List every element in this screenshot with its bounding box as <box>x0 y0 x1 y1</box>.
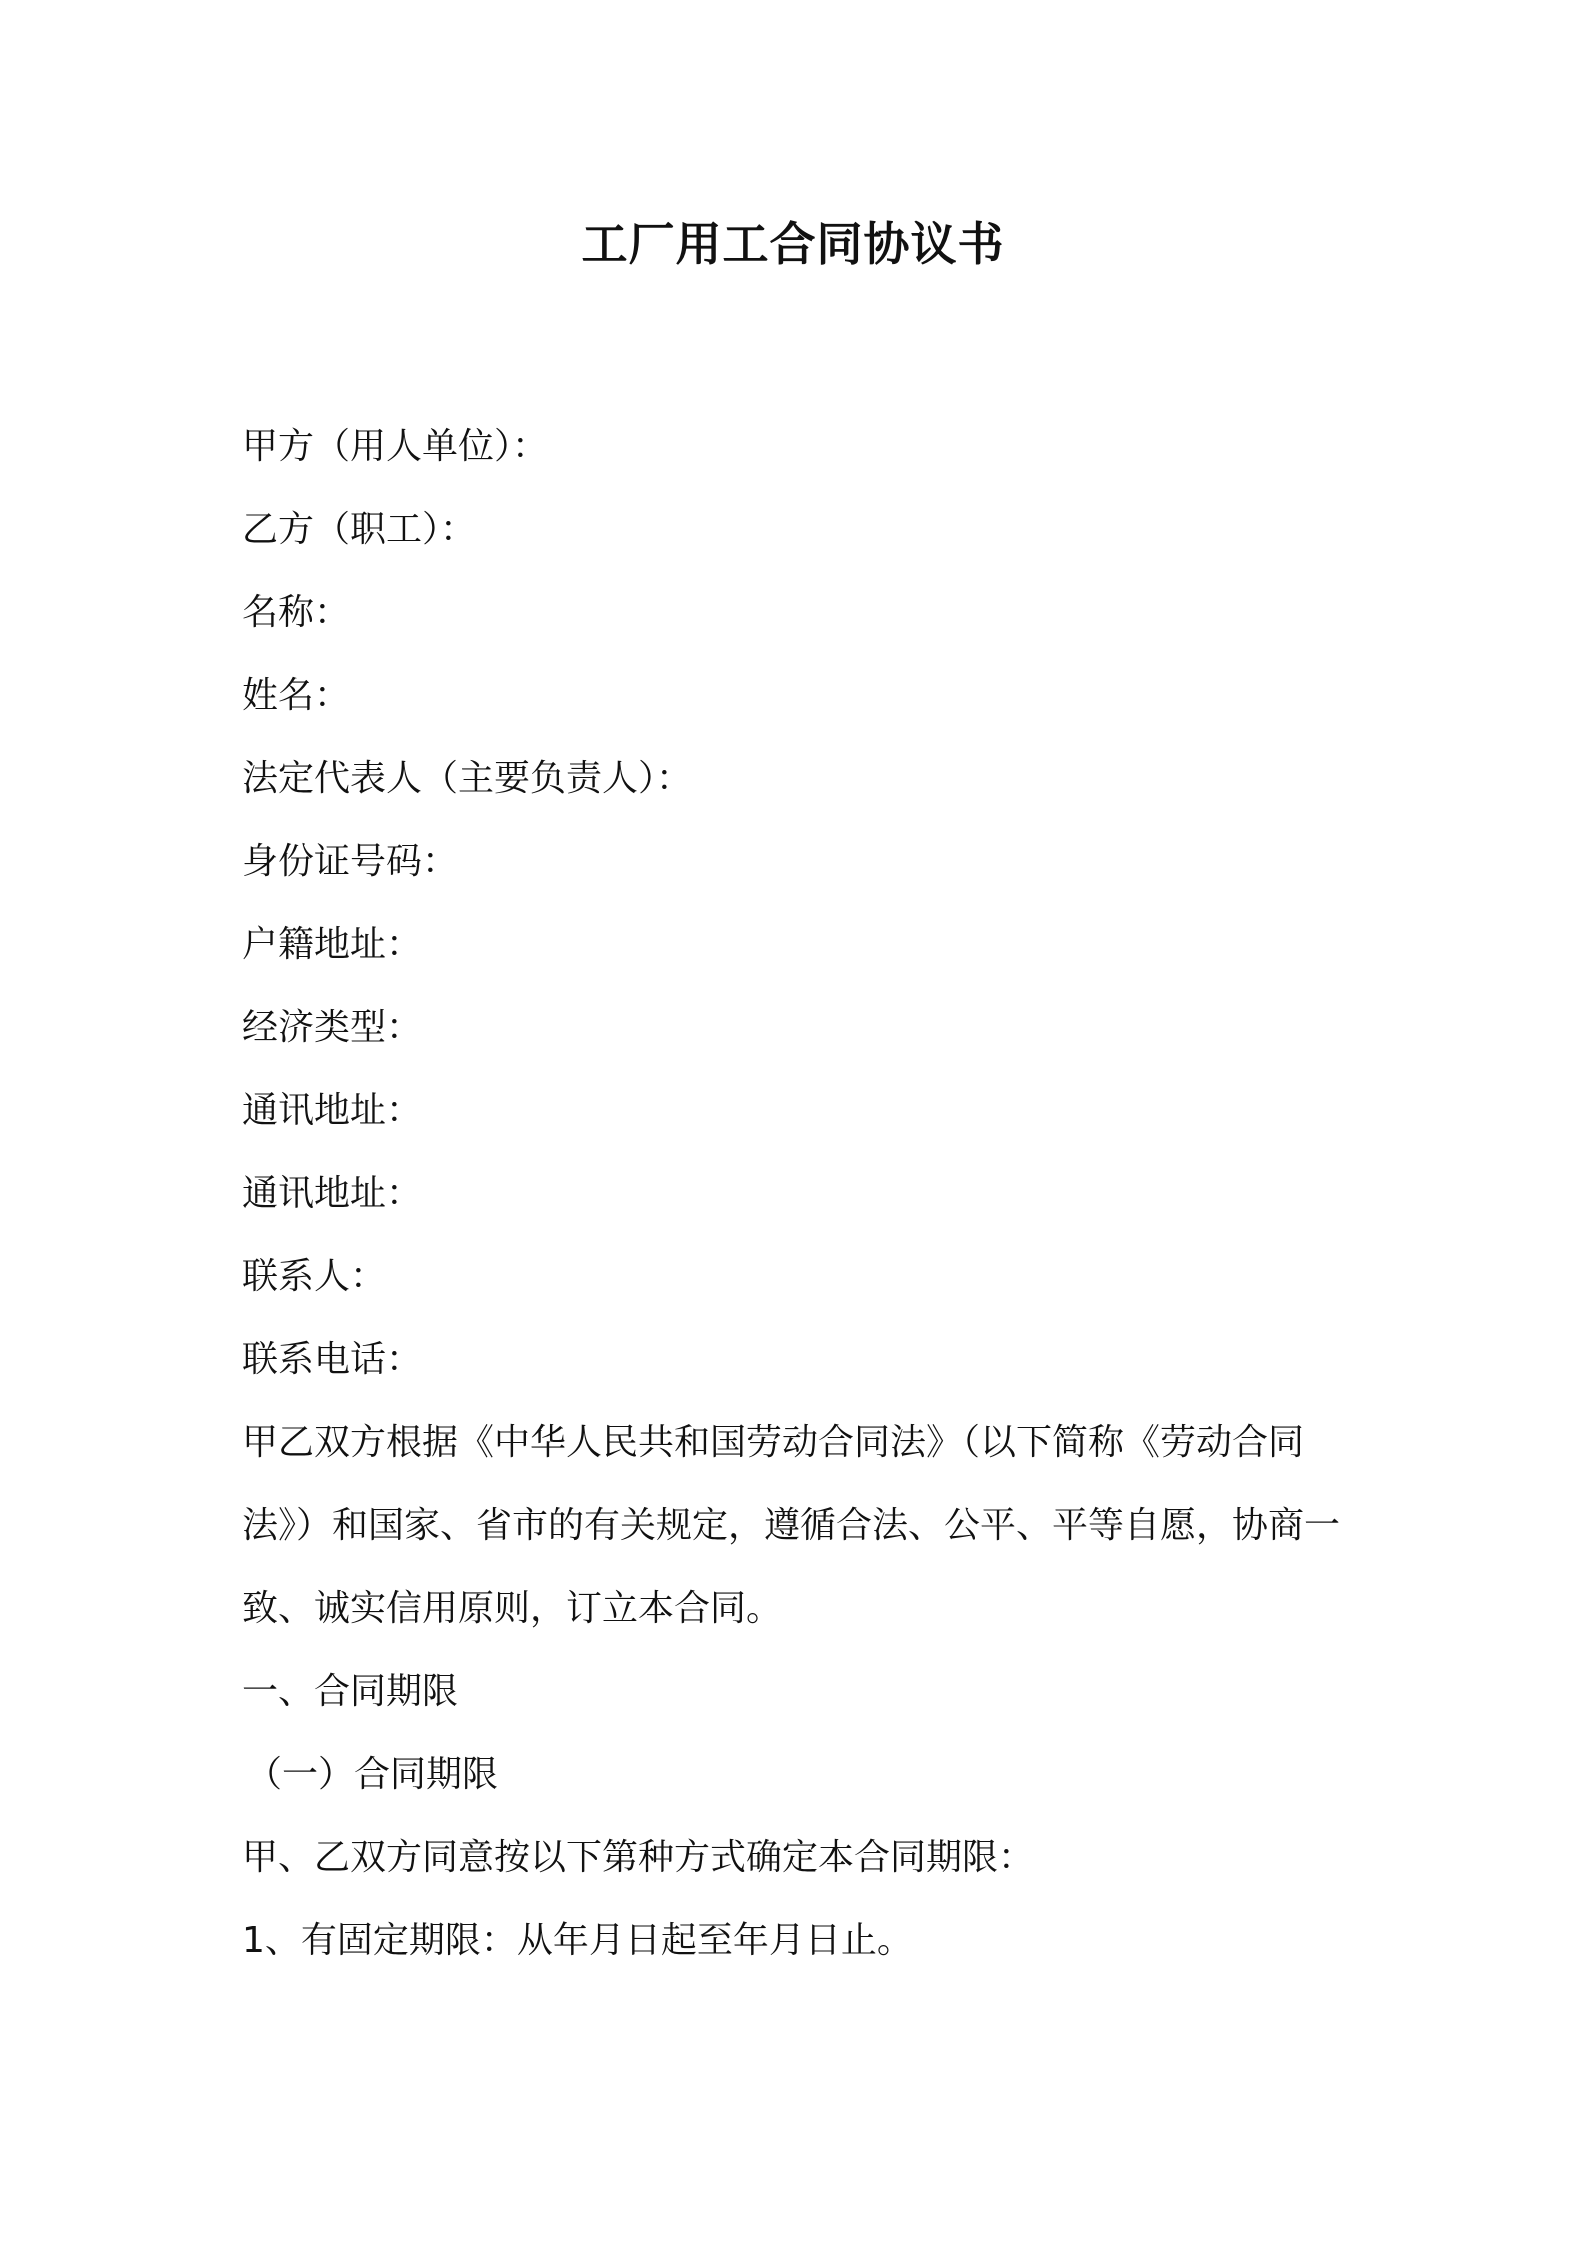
field-person-name: 姓名： <box>242 675 351 716</box>
field-id-number: 身份证号码： <box>242 841 459 882</box>
intro-paragraph: 甲乙双方根据《中华人民共和国劳动合同法》（以下简称《劳动合同法》）和国家、省市的有关规定，遵循合法、公平、平等自愿，协商一致、诚实信用原则，订立本合同。 <box>242 1422 1341 1629</box>
field-legal-representative: 法定代表人（主要负责人）： <box>242 758 693 799</box>
field-contact-person: 联系人： <box>242 1256 387 1297</box>
field-mailing-address-b: 通讯地址： <box>242 1173 423 1214</box>
field-mailing-address-a: 通讯地址： <box>242 1090 423 1131</box>
field-contact-phone: 联系电话： <box>242 1339 423 1380</box>
term-sentence: 甲、乙双方同意按以下第种方式确定本合同期限： <box>242 1837 1035 1878</box>
field-name: 名称： <box>242 592 351 633</box>
field-party-b: 乙方（职工）： <box>242 509 477 550</box>
field-economic-type: 经济类型： <box>242 1007 423 1048</box>
term-option-1: 1、有固定期限：从年月日起至年月日止。 <box>242 1920 913 1961</box>
field-party-a: 甲方（用人单位）： <box>242 426 549 467</box>
document-title: 工厂用工合同协议书 <box>581 217 1005 271</box>
document-body <box>242 405 1352 1982</box>
field-household-address: 户籍地址： <box>242 924 423 965</box>
subsection-1-heading: （一）合同期限 <box>246 1754 499 1795</box>
section-1-heading: 一、合同期限 <box>242 1671 459 1712</box>
